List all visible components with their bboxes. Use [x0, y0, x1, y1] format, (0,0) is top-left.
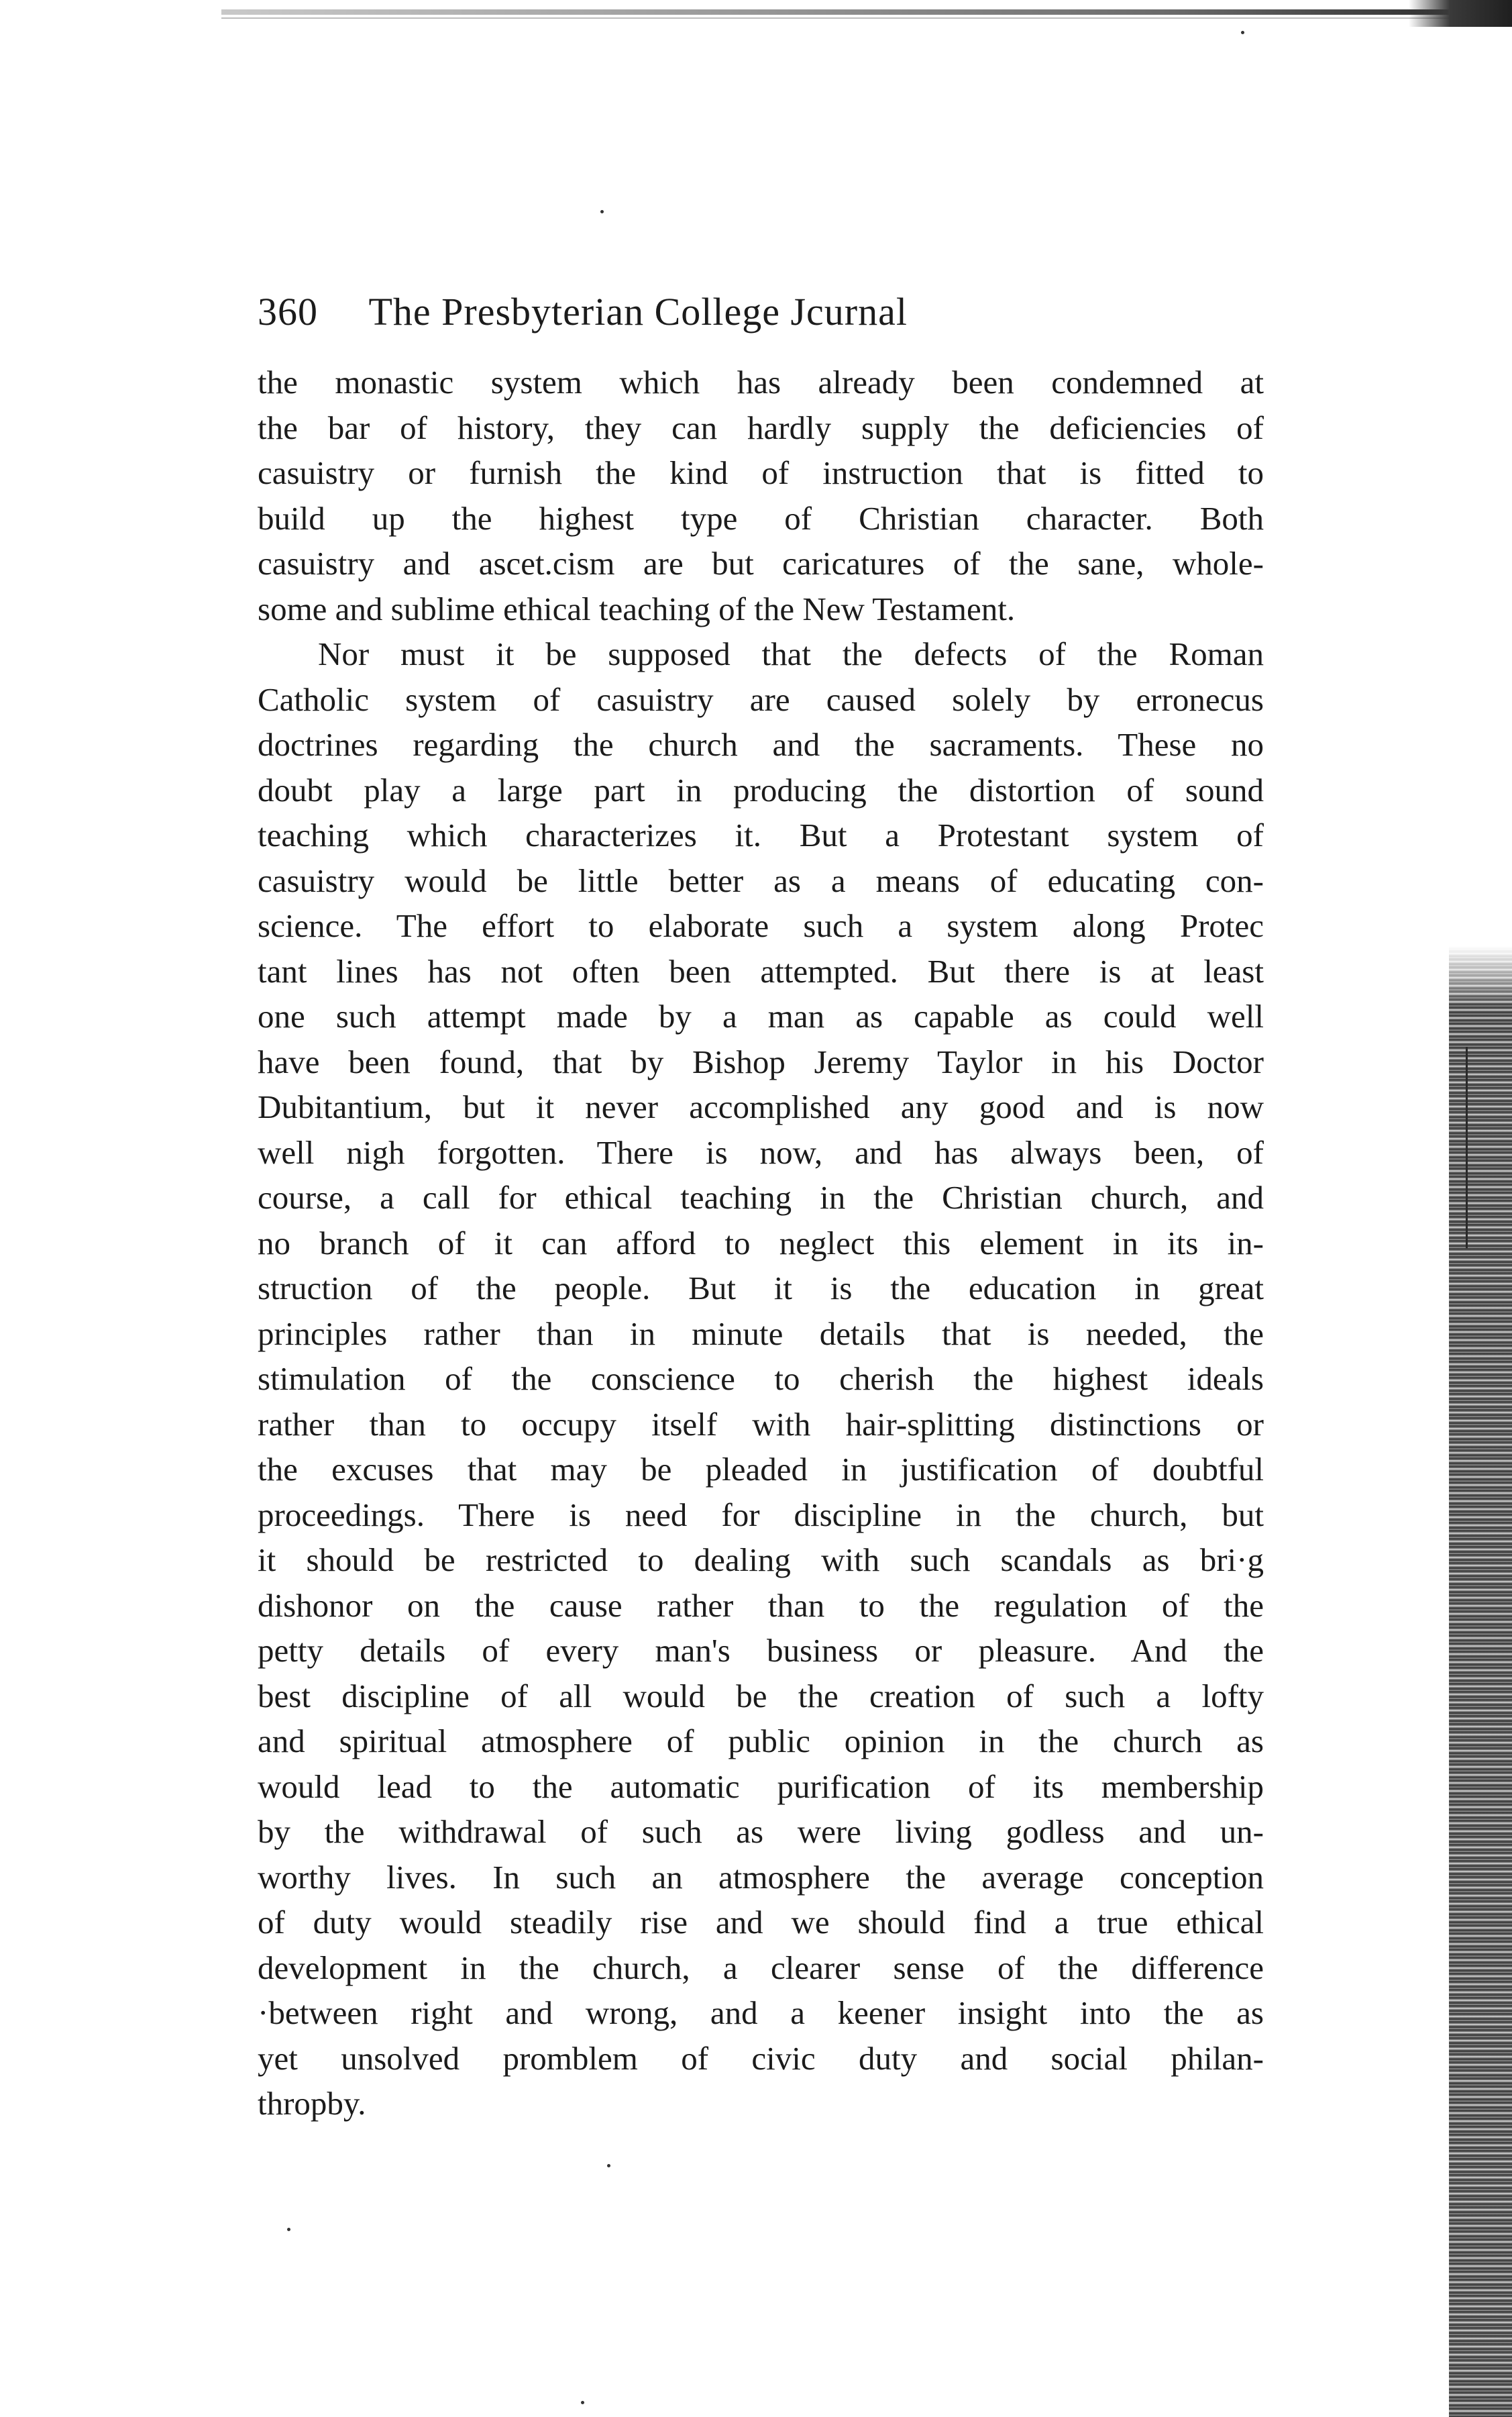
text-line: stimulation of the conscience to cherish the highest ideals: [258, 1360, 1264, 1397]
text-line: it should be restricted to dealing with such scandals as bri·g: [258, 1541, 1264, 1578]
text-line: teaching which characterizes it. But a Protestant system of: [258, 817, 1264, 854]
text-line: development in the church, a clearer sense of the difference: [258, 1949, 1264, 1986]
scan-speck: [607, 2164, 610, 2167]
text-line: casuistry would be little better as a means of educating con-: [258, 862, 1264, 899]
journal-title: The Presbyterian College Jcurnal: [368, 290, 908, 333]
text-line: doctrines regarding the church and the sacraments. These no: [258, 726, 1264, 763]
text-line: best discipline of all would be the creation of such a lofty: [258, 1677, 1264, 1714]
text-line: no branch of it can afford to neglect this element in its in-: [258, 1224, 1264, 1262]
text-line: the bar of history, they can hardly supply the deficiencies of: [258, 409, 1264, 446]
text-line: casuistry or furnish the kind of instruction that is fitted to: [258, 454, 1264, 491]
text-line: rather than to occupy itself with hair-splitting distinctions or: [258, 1405, 1264, 1443]
text-line: would lead to the automatic purification of its membership: [258, 1767, 1264, 1805]
text-line: doubt play a large part in producing the distortion of sound: [258, 771, 1264, 809]
text-line: ·between right and wrong, and a keener insight into the as: [258, 1994, 1264, 2031]
text-line: one such attempt made by a man as capable as could well: [258, 998, 1264, 1035]
scan-top-rule-thin: [221, 17, 1462, 19]
text-line: casuistry and ascet.cism are but caricatures of the sane, whole-: [258, 545, 1264, 582]
text-line: yet unsolved promblem of civic duty and social philan-: [258, 2039, 1264, 2077]
scan-top-rule: [221, 9, 1482, 15]
text-line: Dubitantium, but it never accomplished any good and is now: [258, 1088, 1264, 1125]
text-line: proceedings. There is need for discipline in the church, but: [258, 1496, 1264, 1533]
scan-speck: [1241, 31, 1244, 34]
text-line: by the withdrawal of such as were living godless and un-: [258, 1813, 1264, 1850]
text-line: build up the highest type of Christian character. Both: [258, 499, 1264, 537]
scan-corner-shadow: [1409, 0, 1512, 27]
text-line: Catholic system of casuistry are caused solely by erronecus: [258, 680, 1264, 718]
scan-page-edge-mask: [1449, 0, 1512, 1007]
text-line: have been found, that by Bishop Jeremy Taylor in his Doctor: [258, 1043, 1264, 1080]
text-line: of duty would steadily rise and we should find a true ethical: [258, 1904, 1264, 1941]
paragraph-start-line: Nor must it be supposed that the defects of the Roman: [318, 635, 1264, 672]
text-line: tant lines has not often been attempted. But there is at least: [258, 952, 1264, 990]
text-line: some and sublime ethical teaching of the New Testament.: [258, 590, 1016, 627]
body-text: [258, 360, 1264, 2126]
text-line: well nigh forgotten. There is now, and has always been, of: [258, 1133, 1264, 1171]
text-line: the excuses that may be pleaded in justification of doubtful: [258, 1451, 1264, 1488]
text-line: thropby.: [258, 2085, 366, 2122]
scan-speck: [581, 2401, 584, 2404]
text-line: principles rather than in minute details that is needed, the: [258, 1315, 1264, 1352]
text-line: course, a call for ethical teaching in the Christian church, and: [258, 1179, 1264, 1216]
text-line: petty details of every man's business or pleasure. And the: [258, 1632, 1264, 1669]
text-line: science. The effort to elaborate such a system along Protec: [258, 907, 1264, 944]
page-number: 360: [258, 290, 318, 333]
text-line: worthy lives. In such an atmosphere the average conception: [258, 1858, 1264, 1896]
scan-edge-line: [1466, 1047, 1468, 1248]
scan-speck: [600, 210, 604, 213]
text-line: and spiritual atmosphere of public opinion in the church as: [258, 1722, 1264, 1759]
text-line: the monastic system which has already been condemned at: [258, 364, 1264, 401]
running-head: [258, 282, 1264, 342]
scan-speck: [287, 2228, 290, 2231]
text-line: dishonor on the cause rather than to the regulation of the: [258, 1586, 1264, 1624]
text-line: struction of the people. But it is the education in great: [258, 1270, 1264, 1306]
